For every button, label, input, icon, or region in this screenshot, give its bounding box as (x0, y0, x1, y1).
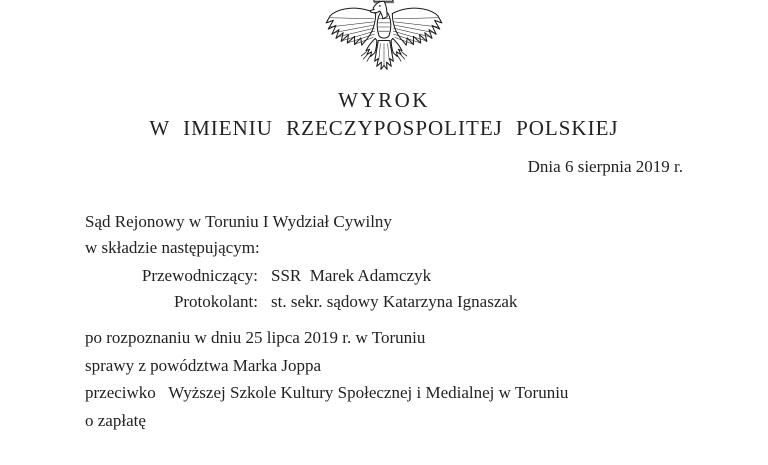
panel-role-label: Przewodniczący: (141, 266, 258, 285)
panel-person-name: st. sekr. sądowy Katarzyna Ignaszak (271, 291, 518, 311)
coat-of-arms (322, 0, 446, 86)
claimant-line: sprawy z powództwa Marka Joppa (85, 355, 322, 375)
panel-row-presiding (85, 263, 517, 289)
hearing-line: po rozpoznaniu w dniu 25 lipca 2019 r. w Toruniu (85, 328, 426, 347)
document-subtitle: W IMIENIU RZECZYPOSPOLITEJ POLSKIEJ (149, 116, 619, 140)
court-description (85, 209, 392, 261)
claim-subject-line: o zapłatę (85, 410, 146, 430)
polish-eagle-icon (322, 0, 446, 86)
panel-row-clerk (85, 289, 517, 315)
case-description (85, 324, 568, 434)
panel-role-label: Protokolant: (173, 291, 258, 311)
panel-intro: w składzie następującym: (85, 238, 260, 257)
judgment-date: Dnia 6 sierpnia 2019 r. (527, 157, 683, 176)
document-title: WYROK (338, 88, 430, 112)
court-name: Sąd Rejonowy w Toruniu I Wydział Cywilny (85, 212, 392, 231)
panel-composition (85, 263, 517, 314)
panel-person-name: SSR Marek Adamczyk (271, 266, 432, 285)
defendant-line: przeciwko Wyższej Szkole Kultury Społecznej i Medialnej w Toruniu (85, 383, 569, 402)
